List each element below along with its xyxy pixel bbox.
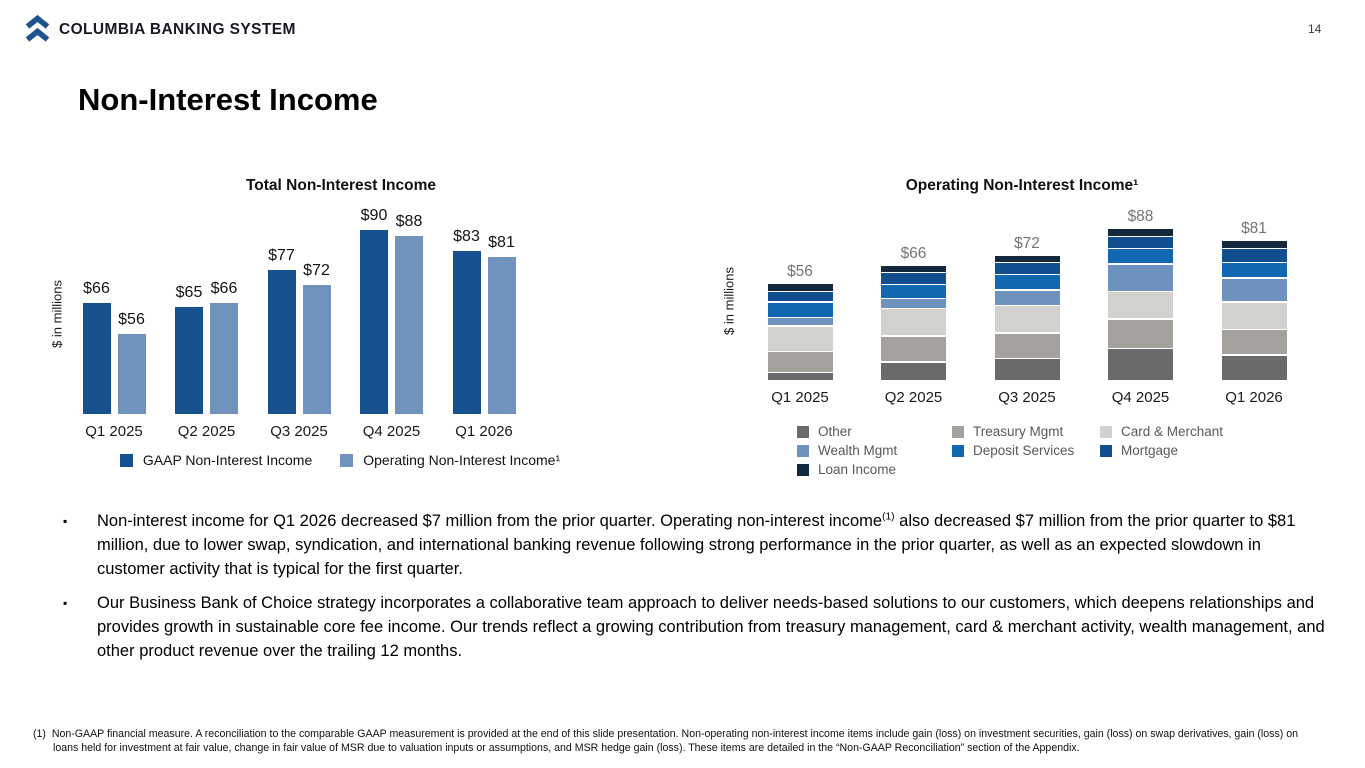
bar-segment-treasury-mgmt — [1108, 320, 1173, 348]
x-axis-label: Q4 2025 — [1111, 389, 1170, 406]
legend-swatch — [797, 426, 809, 438]
bar-value-label: $88 — [395, 212, 423, 230]
bar-segment-other — [1222, 356, 1287, 380]
bar-operating-non-interest-income- — [118, 334, 146, 414]
company-name: COLUMBIA BANKING SYSTEM — [59, 20, 296, 38]
legend-item — [952, 443, 1100, 458]
x-axis-label: Q1 2026 — [455, 423, 513, 440]
bar-segment-loan-income — [881, 266, 946, 271]
bar-total-label: $72 — [1014, 235, 1040, 253]
bar-total-label: $88 — [1127, 207, 1154, 225]
right-chart-title: Operating Non-Interest Income¹ — [905, 177, 1139, 194]
bar-value-label: $77 — [268, 246, 295, 264]
legend-item — [1100, 424, 1260, 439]
legend-swatch — [1100, 426, 1112, 438]
bar-total-label: $81 — [1241, 219, 1267, 237]
bar-segment-other — [881, 363, 946, 380]
legend-swatch — [952, 445, 964, 457]
legend-label: Loan Income — [818, 462, 897, 477]
bar-segment-deposit-services — [1222, 263, 1287, 277]
bar-segment-treasury-mgmt — [995, 334, 1060, 358]
legend-swatch — [797, 464, 809, 476]
legend-swatch — [1100, 445, 1112, 457]
bullet-text — [97, 509, 1325, 581]
footnote-reference: (1) — [882, 511, 895, 523]
legend-label: Deposit Services — [973, 443, 1075, 458]
bullet-text-pre: Non-interest income for Q1 2026 decreased $7 million from the prior quarter. Operating non-interest income — [97, 512, 883, 530]
footnote-text: Non-GAAP financial measure. A reconciliation to the comparable GAAP measurement is provided at the end of this slide presentation. Non-operating non-interest income items include gain (loss) on investment securities, gain (loss) on swap derivatives, gain (loss) on loans held for investment at fair value, change in fair value of MSR due to valuation inputs or assumptions, and MSR hedge gain (loss). These items are detailed in the “Non-GAAP Reconciliation” section of the Appendix. — [51, 728, 1299, 754]
left-chart-title: Total Non-Interest Income — [245, 177, 437, 194]
bar-value-label: $66 — [210, 280, 238, 298]
bar-operating-non-interest-income- — [395, 236, 423, 414]
bar-gaap-non-interest-income — [268, 270, 296, 414]
legend-item — [797, 424, 952, 439]
legend-column — [952, 424, 1100, 477]
legend-label: Wealth Mgmt — [818, 443, 898, 458]
left-chart-y-axis-label: $ in millions — [49, 280, 65, 348]
x-axis-label: Q3 2025 — [270, 423, 328, 440]
legend-item — [797, 443, 952, 458]
bar-value-label: $81 — [488, 234, 515, 252]
legend-label: Operating Non-Interest Income¹ — [363, 452, 561, 468]
bar-value-label: $65 — [175, 283, 203, 301]
legend-swatch — [340, 454, 353, 467]
bar-value-label: $66 — [83, 280, 110, 298]
bar-segment-wealth-mgmt — [881, 299, 946, 308]
bar-value-label: $72 — [303, 262, 330, 280]
bar-segment-wealth-mgmt — [1108, 265, 1173, 291]
bar-segment-mortgage — [881, 273, 946, 284]
bullet-text-post: also decreased $7 million from the prior quarter to $81 million, due to lower swap, syndication, and international banking revenue following strong performance in the prior quarter, as well as an expected slowdown in customer activity that is typical for the first quarter. — [97, 512, 1296, 578]
x-axis-label: Q1 2026 — [1225, 389, 1283, 406]
x-axis-label: Q4 2025 — [362, 423, 421, 440]
bullet-marker: ▪ — [63, 514, 68, 528]
legend-label: Card & Merchant — [1121, 424, 1224, 439]
slide-title: Non-Interest Income — [78, 82, 378, 117]
bar-total-label: $56 — [787, 262, 813, 280]
bar-segment-loan-income — [1108, 229, 1173, 236]
bar-segment-wealth-mgmt — [995, 291, 1060, 305]
bar-segment-card-merchant — [881, 309, 946, 335]
columbia-chevron-icon — [24, 15, 51, 44]
bar-gaap-non-interest-income — [83, 303, 111, 414]
legend-item — [797, 462, 952, 477]
legend-column — [797, 424, 952, 477]
bullet-text-pre: Our Business Bank of Choice strategy incorporates a collaborative team approach to deliver needs-based solutions to our customers, which deepens relationships and provides growth in sustainable core fee income. Our trends reflect a growing contribution from treasury management, card & merchant activity, wealth management, and other product revenue over the trailing 12 months. — [97, 594, 1325, 660]
bar-segment-mortgage — [768, 292, 833, 301]
x-axis-label: Q3 2025 — [998, 389, 1056, 406]
bar-segment-treasury-mgmt — [768, 352, 833, 371]
bar-segment-loan-income — [768, 284, 833, 291]
legend-label: Mortgage — [1121, 443, 1179, 458]
bar-segment-other — [768, 373, 833, 380]
company-logo — [24, 15, 296, 44]
bar-segment-loan-income — [1222, 241, 1287, 248]
bar-segment-mortgage — [995, 263, 1060, 274]
bar-segment-card-merchant — [1222, 303, 1287, 329]
x-axis-label: Q1 2025 — [771, 389, 829, 406]
legend-item — [1100, 443, 1260, 458]
bar-segment-deposit-services — [768, 303, 833, 317]
bar-segment-other — [1108, 349, 1173, 380]
bar-segment-card-merchant — [1108, 292, 1173, 318]
bar-gaap-non-interest-income — [360, 230, 388, 414]
legend-label: GAAP Non-Interest Income — [142, 452, 313, 468]
legend-label: Other — [818, 424, 852, 439]
bar-gaap-non-interest-income — [175, 307, 203, 414]
bullet-item — [63, 591, 1325, 663]
bar-segment-mortgage — [1108, 237, 1173, 248]
bar-segment-mortgage — [1222, 249, 1287, 261]
legend-swatch — [952, 426, 964, 438]
bullet-marker: ▪ — [63, 596, 68, 610]
bar-segment-card-merchant — [995, 306, 1060, 332]
bullet-text — [97, 591, 1325, 663]
legend-swatch — [797, 445, 809, 457]
bar-operating-non-interest-income- — [210, 303, 238, 414]
bar-gaap-non-interest-income — [453, 251, 481, 414]
x-axis-label: Q1 2025 — [85, 423, 143, 440]
bar-value-label: $83 — [453, 228, 480, 246]
bar-value-label: $56 — [118, 311, 145, 329]
legend-item — [340, 452, 560, 468]
bar-segment-wealth-mgmt — [1222, 279, 1287, 302]
x-axis-label: Q2 2025 — [177, 423, 236, 440]
footnote-marker: (1) — [33, 728, 46, 740]
bar-value-label: $90 — [360, 206, 388, 224]
page-number: 14 — [1308, 22, 1322, 36]
bar-segment-deposit-services — [1108, 249, 1173, 263]
bar-segment-treasury-mgmt — [881, 337, 946, 361]
bar-segment-wealth-mgmt — [768, 318, 833, 325]
bar-operating-non-interest-income- — [303, 285, 331, 414]
bar-segment-other — [995, 359, 1060, 380]
bar-segment-deposit-services — [995, 275, 1060, 289]
commentary-bullets — [63, 509, 1325, 673]
bar-total-label: $66 — [900, 245, 927, 263]
legend-item — [120, 452, 312, 468]
bar-segment-deposit-services — [881, 285, 946, 297]
bar-segment-card-merchant — [768, 327, 833, 351]
right-chart-legend — [797, 424, 1260, 477]
legend-label: Treasury Mgmt — [973, 424, 1064, 439]
x-axis-label: Q2 2025 — [884, 389, 943, 406]
footnote — [33, 727, 1309, 755]
legend-column — [1100, 424, 1260, 477]
right-chart-y-axis-label: $ in millions — [721, 267, 737, 335]
bar-segment-treasury-mgmt — [1222, 330, 1287, 354]
bullet-item — [63, 509, 1325, 581]
bar-operating-non-interest-income- — [488, 257, 516, 414]
bar-segment-loan-income — [995, 256, 1060, 261]
left-chart-legend — [60, 452, 620, 468]
legend-item — [952, 424, 1100, 439]
legend-swatch — [120, 454, 133, 467]
